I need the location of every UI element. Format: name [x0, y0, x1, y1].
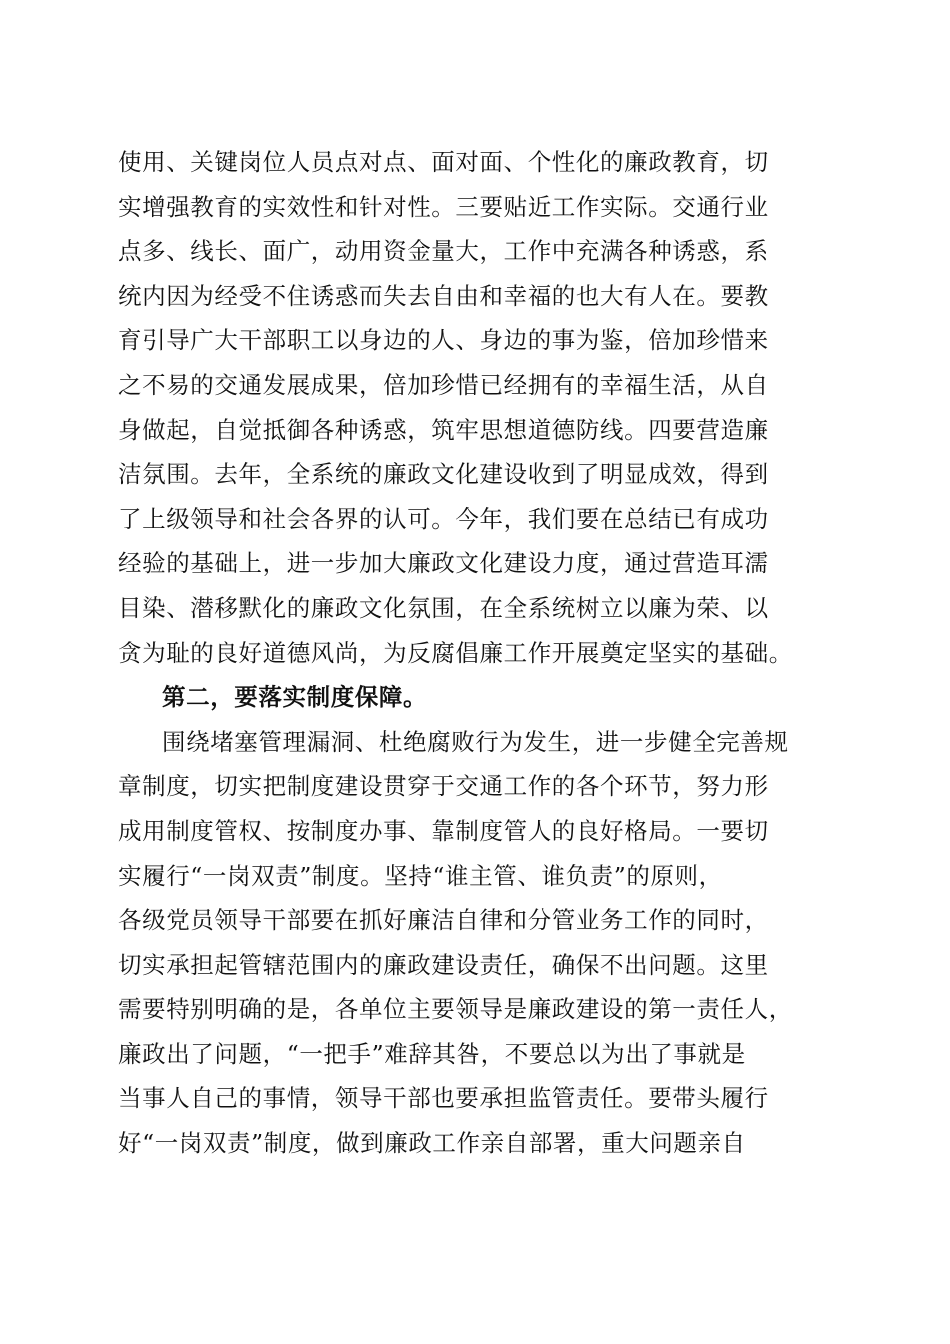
text-line: 点多、线长、面广，动用资金量大，工作中充满各种诱惑，系: [118, 237, 769, 266]
text-line: 经验的基础上，进一步加大廉政文化建设力度，通过营造耳濡: [118, 549, 769, 578]
text-line: 各级党员领导干部要在抓好廉洁自律和分管业务工作的同时，: [118, 906, 769, 935]
text-line: 育引导广大干部职工以身边的人、身边的事为鉴，倍加珍惜来: [118, 326, 769, 355]
text-line: 章制度，切实把制度建设贯穿于交通工作的各个环节，努力形: [118, 772, 769, 801]
text-line: 使用、关键岗位人员点对点、面对面、个性化的廉政教育，切: [118, 148, 769, 176]
section-heading: 第二，要落实制度保障。: [162, 683, 428, 712]
text-line: 实履行“一岗双责”制度。坚持“谁主管、谁负责”的原则，: [118, 861, 723, 890]
text-line: 切实承担起管辖范围内的廉政建设责任，确保不出问题。这里: [118, 950, 769, 979]
text-line: 成用制度管权、按制度办事、靠制度管人的良好格局。一要切: [118, 816, 769, 845]
text-line: 贪为耻的良好道德风尚，为反腐倡廉工作开展奠定坚实的基础。: [118, 638, 793, 667]
text-line: 廉政出了问题，“一把手”难辞其咎，不要总以为出了事就是: [118, 1039, 746, 1068]
text-line: 好“一岗双责”制度，做到廉政工作亲自部署，重大问题亲自: [118, 1129, 746, 1158]
text-line: 需要特别明确的是，各单位主要领导是廉政建设的第一责任人，: [118, 995, 793, 1024]
body-text: [118, 140, 838, 1166]
text-line: 围绕堵塞管理漏洞、杜绝腐败行为发生，进一步健全完善规: [162, 727, 789, 756]
text-line: 身做起，自觉抵御各种诱惑，筑牢思想道德防线。四要营造廉: [118, 415, 769, 444]
text-line: 统内因为经受不住诱惑而失去自由和幸福的也大有人在。要教: [118, 281, 769, 310]
text-line: 当事人自己的事情，领导干部也要承担监管责任。要带头履行: [118, 1084, 769, 1113]
text-line: 实增强教育的实效性和针对性。三要贴近工作实际。交通行业: [118, 192, 769, 221]
text-line: 目染、潜移默化的廉政文化氛围，在全系统树立以廉为荣、以: [118, 593, 769, 622]
text-line: 之不易的交通发展成果，倍加珍惜已经拥有的幸福生活，从自: [118, 370, 769, 399]
text-line: 洁氛围。去年，全系统的廉政文化建设收到了明显成效，得到: [118, 460, 769, 489]
text-line: 了上级领导和社会各界的认可。今年，我们要在总结已有成功: [118, 504, 769, 533]
